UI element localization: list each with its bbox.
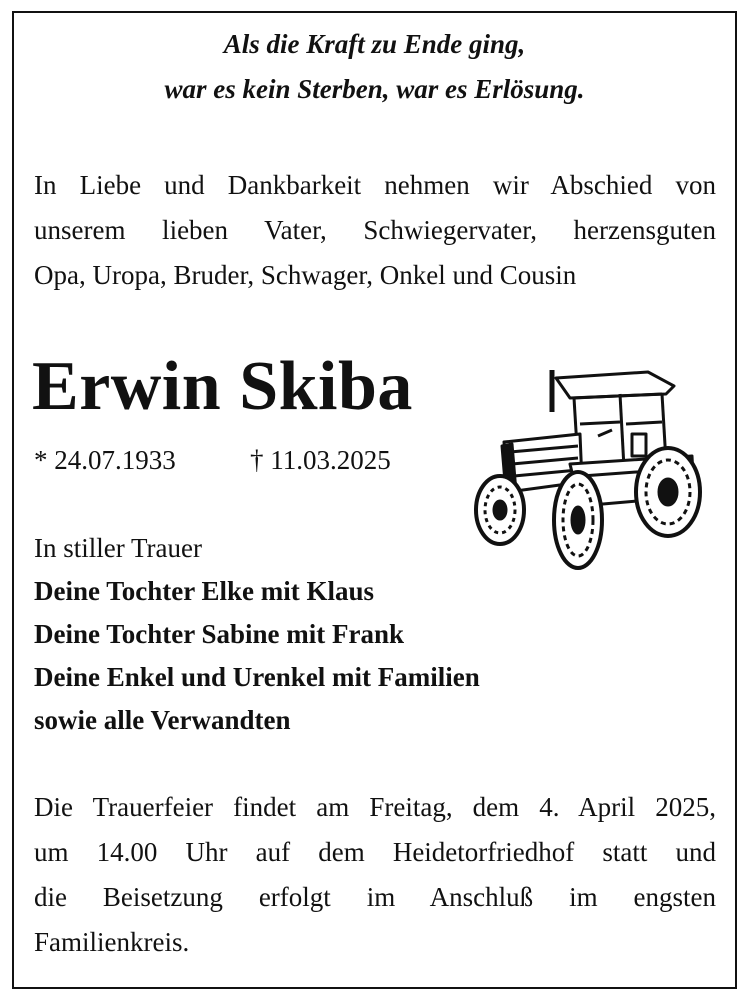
mourner-line: sowie alle Verwandten (34, 705, 291, 735)
mourner-line: Deine Tochter Elke mit Klaus (34, 576, 375, 606)
death-date: † 11.03.2025 (250, 445, 391, 475)
motto-line-1: Als die Kraft zu Ende ging, (223, 29, 526, 59)
intro-line-1: In Liebe und Dankbarkeit nehmen wir Abschied von (34, 170, 716, 200)
service-line-2: um 14.00 Uhr auf dem Heidetorfriedhof statt und (34, 837, 716, 867)
service-line-1: Die Trauerfeier findet am Freitag, dem 4. April 2025, (34, 792, 716, 822)
tractor-icon (470, 364, 705, 574)
intro-line-3: Opa, Uropa, Bruder, Schwager, Onkel und Cousin (34, 260, 577, 290)
mourner-line: Deine Enkel und Urenkel mit Familien (34, 662, 480, 692)
intro-text (34, 163, 716, 298)
motto (0, 22, 749, 112)
service-text (34, 785, 716, 965)
mourner-line: Deine Tochter Sabine mit Frank (34, 619, 405, 649)
motto-line-2: war es kein Sterben, war es Erlösung. (164, 74, 585, 104)
intro-line-2: unserem lieben Vater, Schwiegervater, herzensguten (34, 215, 716, 245)
rear-wheel (636, 448, 700, 536)
deceased-name: Erwin Skiba (32, 348, 413, 425)
service-line-3: die Beisetzung erfolgt im Anschluß im engsten (34, 882, 716, 912)
birth-date: * 24.07.1933 (34, 445, 176, 475)
service-line-4: Familienkreis. (34, 927, 190, 957)
mourners-intro: In stiller Trauer (34, 533, 202, 563)
